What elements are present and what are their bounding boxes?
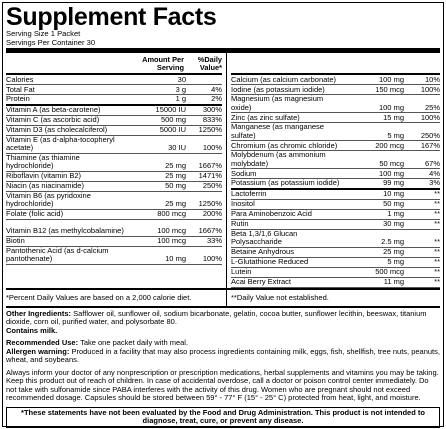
nutrient-dv: ** — [434, 237, 440, 247]
nutrient-dv: 25% — [424, 102, 440, 112]
nutrient-dv: 200% — [202, 209, 222, 219]
nutrient-row — [6, 192, 222, 210]
nutrient-amount: 1 mg — [387, 209, 404, 219]
nutrient-row — [6, 116, 222, 126]
nutrient-amount: 100 mcg — [157, 226, 186, 236]
nutrient-dv: 100% — [202, 254, 222, 264]
nutrient-dv: 1667% — [198, 161, 222, 171]
nutrient-amount: 100 mg — [378, 74, 404, 84]
nutrient-row — [231, 151, 440, 169]
amount-header: Amount Per Serving — [142, 55, 184, 73]
nutrient-name: Inositol — [231, 199, 255, 209]
nutrient-amount: 50 mcg — [379, 158, 404, 168]
nutrient-name: Lutein — [231, 267, 252, 277]
nutrient-amount: 100 mg — [378, 168, 404, 178]
nutrient-amount: 25 mg — [165, 161, 186, 171]
nutrient-dv: 100% — [420, 112, 440, 122]
nutrient-amount: 30 IU — [168, 143, 186, 153]
nutrient-row — [231, 190, 440, 200]
supplement-facts-label — [2, 2, 444, 427]
nutrient-name: Vitamin E (as d-alpha-tocopheryl acetate) — [6, 134, 115, 153]
nutrient-row — [231, 179, 440, 190]
nutrient-dv: ** — [434, 267, 440, 277]
nutrient-amount: 50 mg — [165, 181, 186, 191]
nutrient-row — [6, 95, 222, 106]
nutrient-dv: 4% — [211, 84, 222, 94]
nutrient-name: Protein — [6, 94, 30, 104]
nutrient-dv: 250% — [420, 130, 440, 140]
other-ingredients: Other Ingredients: Safflower oil, sunflower oil, sodium bicarbonate, gelatin, cocoa butter, sunflower lecithin, beeswax, titanium dioxide, corn oil, purified water, and polysorbate 80. Contains milk. — [6, 308, 427, 335]
nutrient-dv: 1471% — [198, 171, 222, 181]
right-column — [227, 53, 440, 288]
nutrient-row — [231, 210, 440, 220]
nutrient-amount: 100 mg — [378, 102, 404, 112]
nutrient-name: Magnesium (as magnesium oxide) — [231, 94, 324, 112]
nutrient-name: Thiamine (as thiamine hydrochloride) — [6, 152, 80, 171]
nutrient-name: Zinc (as zinc sulfate) — [231, 112, 300, 122]
nutrient-dv: 833% — [202, 115, 222, 125]
nutrient-row — [231, 123, 440, 141]
nutrient-row — [6, 154, 222, 172]
nutrient-name: Iodine (as potassium iodide) — [231, 84, 325, 94]
nutrient-name: Rutin — [231, 219, 249, 229]
nutrient-amount: 200 mcg — [375, 140, 404, 150]
nutrient-dv: 300% — [202, 105, 222, 115]
nutrient-columns — [6, 53, 440, 288]
nutrient-name: Lactoferrin — [231, 189, 267, 199]
nutrient-name: Manganese (as manganese sulfate) — [231, 122, 324, 140]
footnote-dv: *Percent Daily Values are based on a 2,000 calorie diet. — [6, 290, 227, 306]
nutrient-amount: 500 mcg — [375, 267, 404, 277]
nutrient-amount: 150 mcg — [375, 84, 404, 94]
nutrient-amount: 50 mg — [383, 199, 404, 209]
nutrient-dv: 250% — [202, 181, 222, 191]
nutrient-dv: 2% — [211, 94, 222, 104]
nutrient-amount: 25 mg — [165, 171, 186, 181]
nutrient-row — [6, 172, 222, 182]
nutrient-amount: 5 mg — [387, 257, 404, 267]
nutrient-name: Para Aminobenzoic Acid — [231, 209, 312, 219]
nutrient-name: Niacin (as niacinamide) — [6, 181, 84, 191]
nutrient-row — [231, 278, 440, 288]
servings-per-container: Servings Per Container 30 — [6, 37, 96, 47]
nutrient-dv: ** — [434, 199, 440, 209]
nutrient-dv: ** — [434, 219, 440, 229]
footnotes — [6, 288, 440, 306]
nutrient-name: Molybdenum (as ammonium molybdate) — [231, 150, 326, 168]
nutrient-amount: 500 mg — [160, 115, 186, 125]
nutrient-amount: 1 g — [175, 94, 186, 104]
nutrient-amount: 15 mg — [383, 112, 404, 122]
nutrient-row — [6, 75, 222, 85]
nutrient-amount: 5000 IU — [159, 125, 186, 135]
nutrient-dv: 10% — [424, 74, 440, 84]
nutrient-dv: ** — [434, 257, 440, 267]
nutrient-name: Chromium (as chromic chloride) — [231, 140, 338, 150]
nutrient-name: Sodium — [231, 168, 257, 178]
nutrient-row — [6, 85, 222, 95]
nutrient-name: Biotin — [6, 236, 25, 246]
nutrient-name: Riboflavin (vitamin B2) — [6, 171, 82, 181]
nutrient-name: Vitamin B12 (as methylcobalamine) — [6, 226, 124, 236]
recommended-use: Recommended Use: Take one packet daily with meal. Allergen warning: Produced in a facility that may also process ingredients containing milk, eggs, fish, shellfish, tree nuts, peanuts, wheat, and soybeans. — [6, 338, 440, 365]
nutrient-dv: ** — [434, 247, 440, 257]
nutrient-amount: 99 mg — [383, 178, 404, 188]
nutrient-name: L-Glutathione Reduced — [231, 257, 309, 267]
nutrient-amount: 30 mg — [383, 219, 404, 229]
nutrient-name: Potassium (as potassium iodide) — [231, 178, 340, 188]
nutrient-row — [231, 230, 440, 248]
nutrient-row — [6, 247, 222, 265]
label-title: Supplement Facts — [6, 3, 217, 31]
nutrient-amount: 10 mg — [383, 189, 404, 199]
nutrient-dv: 33% — [206, 236, 222, 246]
nutrient-row — [231, 200, 440, 210]
nutrient-dv: 100% — [420, 84, 440, 94]
nutrient-amount: 10 mg — [165, 254, 186, 264]
nutrient-dv: 3% — [429, 178, 440, 188]
nutrient-amount: 3 g — [175, 84, 186, 94]
nutrient-name: Folate (folic acid) — [6, 209, 64, 219]
nutrient-dv: 67% — [424, 158, 440, 168]
nutrient-amount: 800 mcg — [157, 209, 186, 219]
nutrient-name: Acai Berry Extract — [231, 277, 292, 287]
nutrient-amount: 25 mg — [383, 247, 404, 257]
right-header — [231, 53, 440, 75]
fda-statement: *These statements have not been evaluated by the Food and Drug Administration. This product is not intended to diagnose, treat, cure, or prevent any disease. — [6, 407, 440, 428]
nutrient-row — [231, 268, 440, 278]
nutrient-dv: 4% — [429, 168, 440, 178]
nutrient-dv: 1250% — [198, 125, 222, 135]
nutrient-dv: ** — [434, 209, 440, 219]
nutrient-row — [231, 248, 440, 258]
nutrient-name: Total Fat — [6, 84, 35, 94]
nutrient-name: Vitamin D3 (as cholecalciferol) — [6, 125, 108, 135]
nutrient-dv: 100% — [202, 143, 222, 153]
nutrient-dv: 1667% — [198, 226, 222, 236]
nutrient-name: Pantothenic Acid (as d-calcium pantothenate) — [6, 245, 109, 264]
label-text — [6, 306, 440, 403]
nutrient-row — [6, 136, 222, 154]
left-header — [6, 53, 222, 75]
nutrient-name: Calcium (as calcium carbonate) — [231, 74, 337, 84]
dv-header: %Daily Value* — [197, 55, 222, 73]
nutrient-name: Betaine Anhydrous — [231, 247, 294, 257]
nutrient-row — [231, 75, 440, 85]
nutrient-name: Vitamin A (as beta-carotene) — [6, 105, 101, 115]
nutrient-amount: 15000 IU — [155, 105, 186, 115]
nutrient-name: Calories — [6, 74, 34, 84]
nutrient-dv: ** — [434, 189, 440, 199]
nutrient-amount: 5 mg — [387, 130, 404, 140]
nutrient-row — [231, 258, 440, 268]
warning-text: Always inform your doctor of any nonprescription or prescription medications, herbal supplements and vitamins you may be taking. Keep this product out of reach of children. In case of accidental overdose, call a doctor or poison control center immediately. Do not take with sulfonamide since PABA interferes with the activity of this drug. Women who are pregnant should not exceed recommended dosage. Capsules should be stored between 59° - 77° F (15° - 25° C) protected from heat, light, and moisture. — [6, 367, 439, 403]
nutrient-amount: 30 — [177, 74, 186, 84]
nutrient-row — [6, 220, 222, 237]
nutrient-amount: 25 mg — [165, 199, 186, 209]
nutrient-row — [6, 210, 222, 220]
nutrient-name: Vitamin B6 (as pyridoxine hydrochloride) — [6, 190, 91, 209]
nutrient-name: Beta 1,3/1,6 Glucan Polysaccharide — [231, 228, 298, 247]
nutrient-dv: 1250% — [198, 199, 222, 209]
nutrient-row — [6, 106, 222, 116]
nutrient-name: Vitamin C (as ascorbic acid) — [6, 115, 100, 125]
serving-size: Serving Size 1 Packet — [6, 29, 81, 38]
nutrient-dv: 167% — [420, 140, 440, 150]
nutrient-amount: 2.5 mg — [381, 237, 404, 247]
nutrient-row — [231, 95, 440, 113]
nutrient-amount: 11 mg — [383, 277, 404, 287]
footnote-not-established: **Daily Value not established. — [231, 292, 329, 302]
left-column — [6, 53, 227, 288]
nutrient-amount: 100 mcg — [157, 236, 186, 246]
nutrient-dv: ** — [434, 277, 440, 287]
